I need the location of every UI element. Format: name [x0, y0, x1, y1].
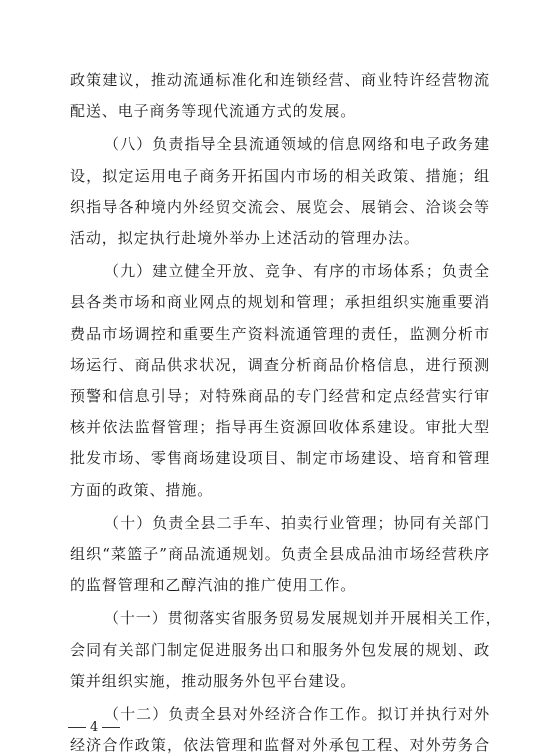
text-line: （八）负责指导全县流通领域的信息网络和电子政务建: [104, 135, 490, 153]
text-line: 活动，拟定执行赴境外举办上述活动的管理办法。: [70, 229, 420, 247]
text-line: 策并组织实施，推动服务外包平台建设。: [70, 672, 357, 690]
text-line: （十二）负责全县对外经济合作工作。拟订并执行对外: [104, 705, 490, 723]
text-line: （十一）贯彻落实省服务贸易发展规划并开展相关工作，: [104, 609, 502, 627]
text-line: 配送、电子商务等现代流通方式的发展。: [70, 102, 357, 120]
text-line: 经济合作政策，依法管理和监督对外承包工程、对外劳务合: [70, 736, 490, 754]
text-line: 组织“菜篮子”商品流通规划。负责全县成品油市场经营秩序: [70, 545, 490, 563]
text-line: 的监督管理和乙醇汽油的推广使用工作。: [70, 576, 357, 594]
text-line: 方面的政策、措施。: [70, 481, 214, 499]
footer-dash-right: [102, 727, 120, 728]
text-line: 会同有关部门制定促进服务出口和服务外包发展的规划、政: [70, 641, 490, 659]
text-line: 预警和信息引导；对特殊商品的专门经营和定点经营实行审: [70, 387, 490, 405]
text-line: 场运行、商品供求状况，调查分析商品价格信息，进行预测: [70, 356, 490, 374]
text-line: （十）负责全县二手车、拍卖行业管理；协同有关部门: [104, 514, 490, 532]
footer-dash-left: [68, 727, 86, 728]
text-line: 织指导各种境内外经贸交流会、展览会、展销会、洽谈会等: [70, 198, 490, 216]
page-number: 4: [90, 720, 99, 735]
text-line: 费品市场调控和重要生产资料流通管理的责任，监测分析市: [70, 325, 490, 343]
text-line: 政策建议，推动流通标准化和连锁经营、商业特许经营物流: [70, 71, 490, 89]
text-line: 县各类市场和商业网点的规划和管理；承担组织实施重要消: [70, 293, 490, 311]
text-line: （九）建立健全开放、竞争、有序的市场体系；负责全: [104, 262, 490, 280]
text-line: 核并依法监督管理；指导再生资源回收体系建设。审批大型: [70, 418, 490, 436]
text-line: 设，拟定运用电子商务开拓国内市场的相关政策、措施；组: [70, 167, 490, 185]
text-line: 批发市场、零售商场建设项目、制定市场建设、培育和管理: [70, 449, 490, 467]
